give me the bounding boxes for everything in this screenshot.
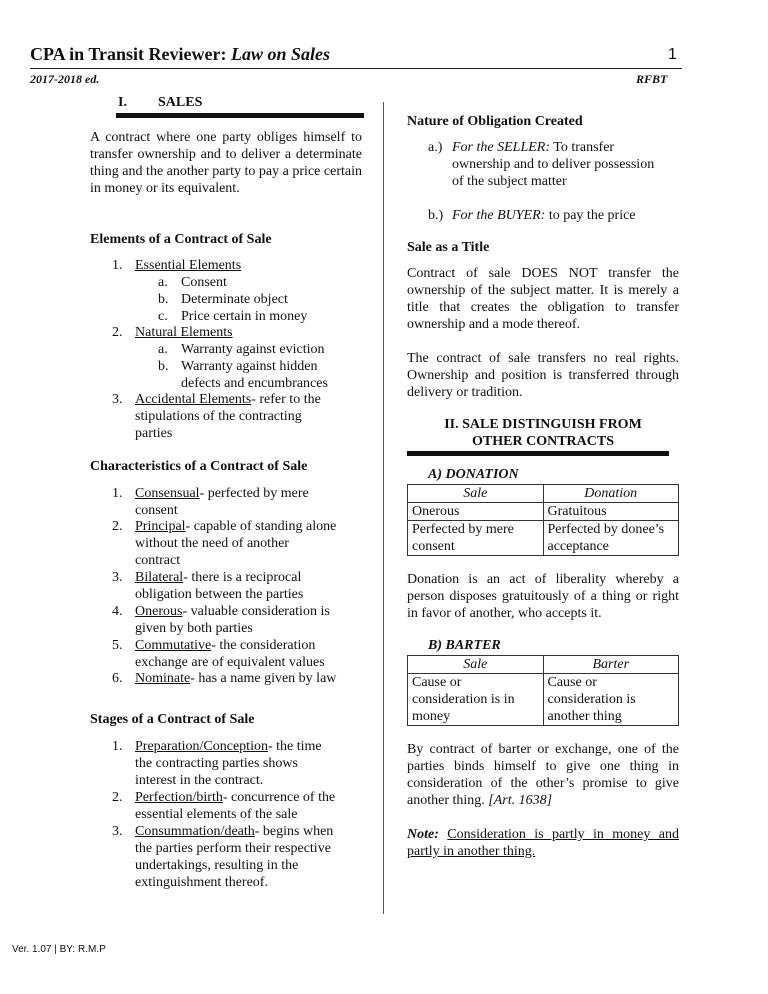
characteristic-item (135, 670, 336, 687)
table-row (408, 674, 679, 726)
note-text: Consideration is partly in money and partly in another thing. (407, 827, 680, 859)
sub-letter: b. (158, 359, 169, 374)
list-number: 1. (112, 258, 123, 273)
term: Preparation/Conception (135, 739, 268, 754)
list-number: 3. (112, 570, 123, 585)
sub-letter: a. (158, 275, 168, 290)
sub-item: Consent (181, 275, 227, 290)
item-text: of the subject matter (452, 174, 567, 189)
essential-elements-label: Essential Elements (135, 258, 242, 273)
stages-heading: Stages of a Contract of Sale (90, 712, 255, 727)
donation-definition: Donation is an act of liberality whereby a person disposes gratuitously of a thing or right in favor of another, who accepts it. (407, 572, 679, 621)
table-header-row (408, 656, 679, 674)
list-number: 6. (112, 671, 123, 686)
accidental-elements-item (135, 391, 321, 408)
buyer-obligation (452, 207, 636, 224)
item-text: - valuable consideration is (182, 604, 330, 619)
item-text: To transfer (553, 140, 615, 155)
term: Perfection/birth (135, 790, 223, 805)
sub-item: Warranty against hidden (181, 359, 318, 374)
barter-table (407, 655, 679, 726)
item-text: consent (135, 503, 178, 518)
item-text: exchange are of equivalent values (135, 655, 325, 670)
barter-heading: B) BARTER (428, 638, 501, 653)
title-plain: CPA in Transit Reviewer: (30, 44, 231, 64)
barter-definition (407, 741, 679, 809)
section2-title-line2: OTHER CONTRACTS (472, 434, 614, 449)
seller-label: For the SELLER: (452, 140, 550, 155)
table-header-cell: Donation (543, 485, 679, 503)
item-text: - has a name given by law (190, 671, 337, 686)
section2-title-line1: II. SALE DISTINGUISH FROM (444, 417, 642, 432)
elements-heading: Elements of a Contract of Sale (90, 232, 272, 247)
item-text: interest in the contract. (135, 773, 264, 788)
document-title (30, 44, 330, 65)
item-text: stipulations of the contracting (135, 409, 302, 424)
sub-item: Determinate object (181, 292, 288, 307)
stage-item (135, 823, 333, 840)
subject-label: RFBT (636, 72, 668, 86)
item-text: essential elements of the sale (135, 807, 298, 822)
table-header-cell: Sale (408, 656, 544, 674)
seller-obligation (452, 139, 614, 156)
page-number: 1 (668, 46, 677, 63)
item-text: - the time (267, 739, 322, 754)
section-title: SALES (158, 95, 203, 110)
sub-letter: c. (158, 309, 168, 324)
item-text: to pay the price (548, 208, 636, 223)
list-letter: b.) (428, 208, 444, 223)
sub-item: Warranty against eviction (181, 342, 325, 357)
item-text: ownership and to deliver possession (452, 157, 655, 172)
obligation-heading: Nature of Obligation Created (407, 114, 583, 129)
characteristic-item (135, 518, 336, 535)
header-rule (30, 68, 682, 69)
item-text: contract (135, 553, 181, 568)
list-number: 4. (112, 604, 123, 619)
version-footer: Ver. 1.07 | BY: R.M.P (12, 944, 106, 955)
item-text: - the consideration (211, 638, 316, 653)
term: Consensual (135, 486, 200, 501)
table-header-row (408, 485, 679, 503)
term: Principal (135, 519, 186, 534)
sale-as-title-heading: Sale as a Title (407, 240, 490, 255)
column-divider (383, 102, 384, 914)
characteristic-item (135, 485, 309, 502)
item-text: - begins when (254, 824, 334, 839)
note-label: Note: (407, 827, 439, 842)
item-text: - there is a reciprocal (183, 570, 302, 585)
section-numeral: I. (118, 95, 127, 110)
characteristics-heading: Characteristics of a Contract of Sale (90, 459, 308, 474)
sales-definition: A contract where one party obliges himself to transfer ownership and to deliver a determinate thing and the another party to pay a price certain in money or its equivalent. (90, 130, 362, 196)
item-text: undertakings, resulting in the (135, 858, 299, 873)
real-rights-paragraph: The contract of sale transfers no real rights. Ownership and position is transferred through delivery or tradition. (407, 351, 679, 400)
item-text: obligation between the parties (135, 587, 304, 602)
sub-letter: b. (158, 292, 169, 307)
characteristic-item (135, 637, 315, 654)
list-number: 1. (112, 739, 123, 754)
item-text: the parties perform their respective (135, 841, 331, 856)
item-text: given by both parties (135, 621, 253, 636)
list-number: 2. (112, 790, 123, 805)
list-number: 3. (112, 392, 123, 407)
characteristic-item (135, 569, 301, 586)
donation-table (407, 484, 679, 556)
table-cell: Onerous (408, 503, 544, 521)
term: Consummation/death (135, 824, 255, 839)
section2-title-bar (407, 451, 669, 456)
article-citation: [Art. 1638] (488, 793, 553, 808)
term: Bilateral (135, 570, 184, 585)
table-row (408, 503, 679, 521)
term: Onerous (135, 604, 183, 619)
item-text: parties (135, 426, 173, 441)
sale-as-title-paragraph: Contract of sale DOES NOT transfer the ownership of the subject matter. It is merely a title that creates the obligation to transfer ownership and a mode thereof. (407, 266, 679, 332)
table-header-cell: Sale (408, 485, 544, 503)
stage-item (135, 738, 322, 755)
list-number: 2. (112, 519, 123, 534)
item-text: without the need of another (135, 536, 289, 551)
item-text: - capable of standing alone (185, 519, 337, 534)
edition-label: 2017-2018 ed. (30, 72, 100, 86)
item-text: the contracting parties shows (135, 756, 298, 771)
term: Commutative (135, 638, 212, 653)
donation-heading: A) DONATION (428, 467, 519, 482)
item-text: - concurrence of the (222, 790, 336, 805)
accidental-elements-label: Accidental Elements (135, 392, 252, 407)
table-cell: Cause or consideration is in money (408, 674, 544, 726)
sub-item: defects and encumbrances (181, 376, 328, 391)
table-cell: Cause or consideration is another thing (543, 674, 679, 726)
term: Nominate (135, 671, 191, 686)
title-italic: Law on Sales (230, 44, 331, 64)
list-letter: a.) (428, 140, 443, 155)
table-cell: Perfected by donee’s acceptance (543, 521, 679, 556)
section-title-bar (116, 113, 364, 118)
stage-item (135, 789, 335, 806)
buyer-label: For the BUYER: (452, 208, 546, 223)
item-text: extinguishment thereof. (135, 875, 268, 890)
barter-text: By contract of barter or exchange, one of the parties binds himself to give one thing in consideration of the other’s promise to give another thing. (407, 742, 679, 808)
sub-letter: a. (158, 342, 168, 357)
list-number: 1. (112, 486, 123, 501)
table-header-cell: Barter (543, 656, 679, 674)
table-cell: Gratuitous (543, 503, 679, 521)
characteristic-item (135, 603, 330, 620)
item-text: - refer to the (251, 392, 321, 407)
table-cell: Perfected by mere consent (408, 521, 544, 556)
natural-elements-label: Natural Elements (135, 325, 233, 340)
table-row (408, 521, 679, 556)
sub-item: Price certain in money (181, 309, 308, 324)
list-number: 5. (112, 638, 123, 653)
list-number: 3. (112, 824, 123, 839)
list-number: 2. (112, 325, 123, 340)
note-paragraph (407, 826, 679, 860)
item-text: - perfected by mere (199, 486, 309, 501)
